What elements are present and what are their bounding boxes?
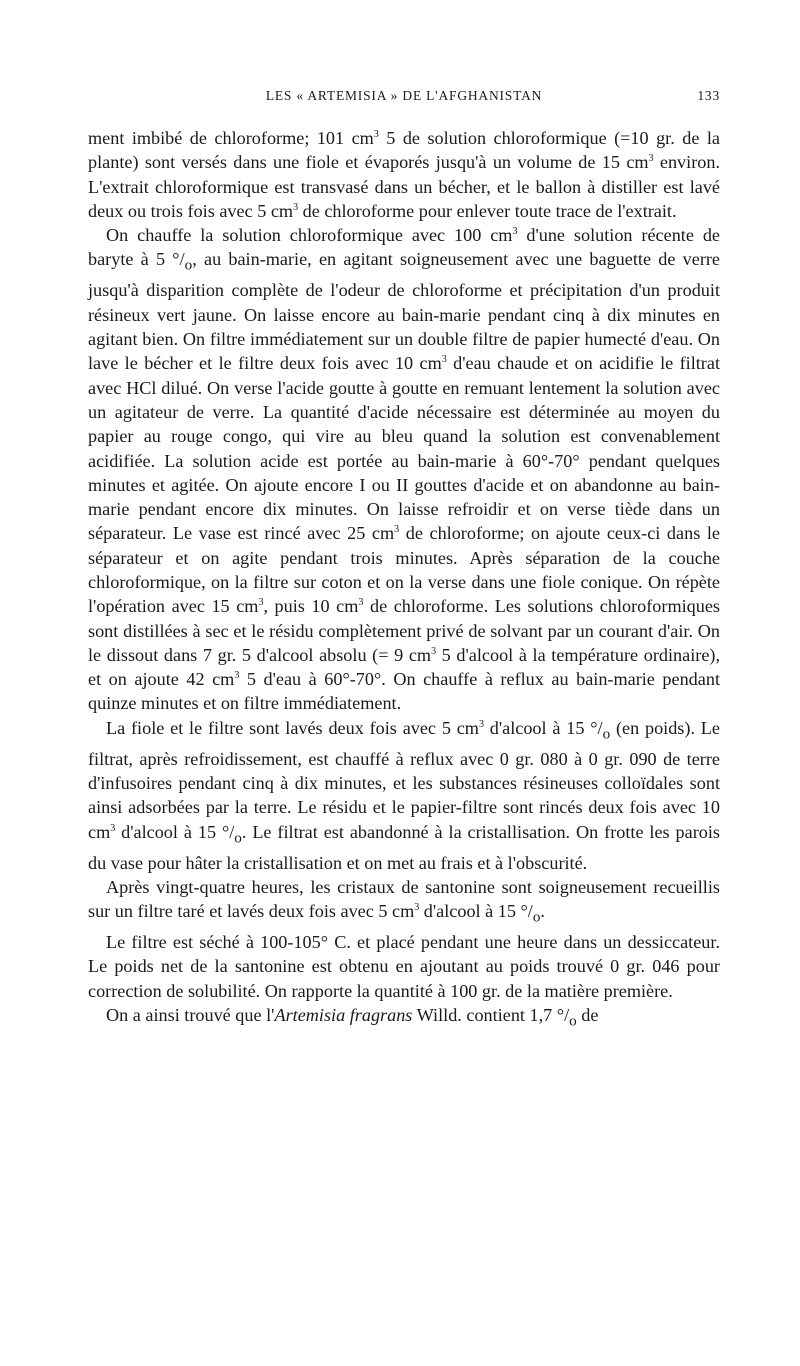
paragraph: On chauffe la solution chloroformique avec 100 $cm^3$ d'une solution récente de baryte à 5 $^\circ/_o$, au bain-marie, en agitant soigneusement avec une baguette de verre jusqu'à disparition complète de l'odeur de chloroforme et précipitation d'un produit résineux vert jaune. On laisse encore au bain-marie pendant cinq à dix minutes en agitant bien. On filtre immédiatement sur un double filtre de papier humecté d'eau. On lave le bécher et le filtre deux fois avec 10 $cm^3$ d'eau chaude et on acidifie le filtrat avec HCl dilué. On verse l'acide goutte à goutte en remuant lentement la solution avec un agitateur de verre. La quantité d'acide nécessaire est déterminée au moyen du papier au rouge congo, qui vire au bleu quand la solution est convenablement acidifiée. La solution acide est portée au bain-marie à 60°-70° pendant quelques minutes et agitée. On ajoute encore I ou II gouttes d'acide et on abandonne au bain-marie pendant encore dix minutes. On laisse refroidir et on verse tiède dans un séparateur. Le vase est rincé avec 25 $cm^3$ de chloroforme; on ajoute ceux-ci dans le séparateur et on agite pendant trois minutes. Après séparation de la couche chloroformique, on la filtre sur coton et on la verse dans une fiole conique. On répète l'opération avec 15 $cm^3$, puis 10 $cm^3$ de chloroforme. Les solutions chloroformiques sont distillées à sec et le résidu complètement privé de solvant par un courant d'air. On le dissout dans 7 gr. 5 d'alcool absolu (= 9 $cm^3$ 5 d'alcool à la température ordinaire), et on ajoute 42 $cm^3$ 5 d'eau à 60°-70°. On chauffe à reflux au bain-marie pendant quinze minutes et on filtre immédiatement. — [88, 225, 721, 714]
page — [88, 88, 720, 1034]
paragraph: La fiole et le filtre sont lavés deux fois avec 5 $cm^3$ d'alcool à 15 $^\circ/_o$ (en poids). Le filtrat, après refroidissement, est chauffé à reflux avec 0 gr. 080 à 0 gr. 090 de terre d'infusoires pendant cinq à dix minutes, et les substances résineuses colloïdales sont ainsi adsorbées par la terre. Le résidu et le papier-filtre sont rincés deux fois avec 10 $cm^3$ d'alcool à 15 $^\circ/_o$. Le filtrat est abandonné à la cristallisation. On frotte les parois du vase pour hâter la cristallisation et on met au frais et à l'obscurité. — [88, 717, 720, 873]
page-number: 133 — [697, 88, 720, 103]
running-header — [88, 88, 720, 112]
body-text — [88, 126, 720, 1034]
paragraph: Le filtre est séché à 100-105° C. et placé pendant une heure dans un dessiccateur. Le poids net de la santonine est obtenu en ajoutant au poids trouvé 0 gr. 046 pour correction de solubilité. On rapporte la quantité à 100 gr. de la matière première. — [88, 932, 720, 1001]
paragraph: Après vingt-quatre heures, les cristaux de santonine sont soigneusement recueillis sur un filtre taré et lavés deux fois avec 5 $cm^3$ d'alcool à 15 $^\circ/_o$. — [88, 876, 720, 926]
running-title: LES « ARTEMISIA » DE L'AFGHANISTAN — [265, 88, 543, 103]
paragraph: ment imbibé de chloroforme; 101 $cm^3$ 5 de solution chloroformique (=10 gr. de la plante) sont versés dans une fiole et évaporés jusqu'à un volume de 15 $cm^3$ environ. L'extrait chloroformique est transvasé dans un bécher, et le ballon à distiller est lavé deux ou trois fois avec 5 $cm^3$ de chloroforme pour enlever toute trace de l'extrait. — [88, 128, 720, 221]
paragraph: On a ainsi trouvé que l'Artemisia fragrans Willd. contient 1,7 $^\circ/_o$ de — [106, 1004, 599, 1030]
